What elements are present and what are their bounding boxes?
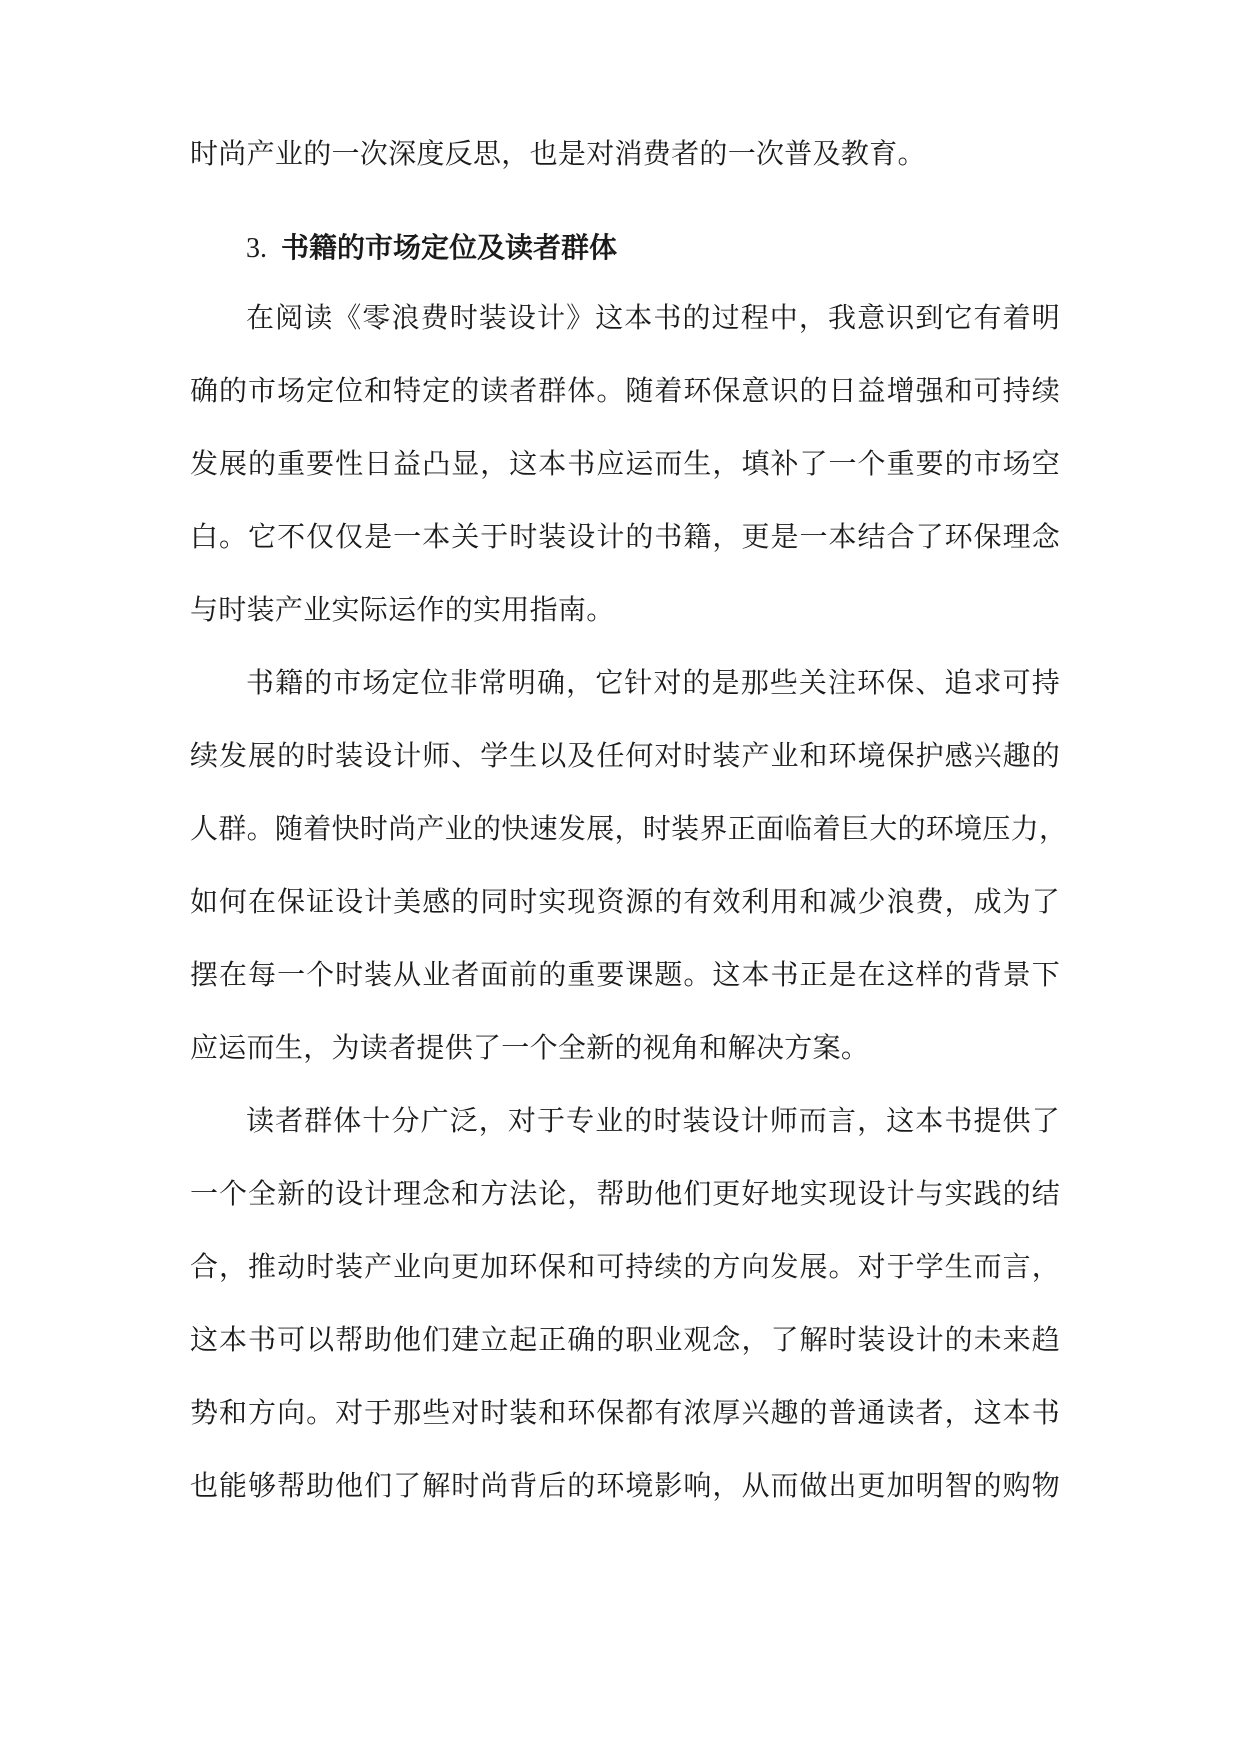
paragraph-2-line-2: 续发展的时装设计师、学生以及任何对时装产业和环境保护感兴趣的: [190, 739, 1060, 772]
section-title: 书籍的市场定位及读者群体: [281, 231, 618, 264]
paragraph-1-line-4: 白。它不仅仅是一本关于时装设计的书籍，更是一本结合了环保理念: [190, 520, 1060, 553]
paragraph-2-line-4: 如何在保证设计美感的同时实现资源的有效利用和减少浪费，成为了: [190, 885, 1060, 918]
paragraph-3-line-1: 读者群体十分广泛，对于专业的时装设计师而言，这本书提供了: [246, 1104, 1060, 1137]
paragraph-3-line-5: 势和方向。对于那些对时装和环保都有浓厚兴趣的普通读者，这本书: [190, 1396, 1060, 1429]
paragraph-1-line-5: 与时装产业实际运作的实用指南。: [190, 593, 615, 626]
paragraph-1-line-3: 发展的重要性日益凸显，这本书应运而生，填补了一个重要的市场空: [190, 447, 1060, 480]
section-heading: [246, 228, 617, 269]
section-number: 3.: [246, 233, 267, 264]
paragraph-2-line-6: 应运而生，为读者提供了一个全新的视角和解决方案。: [190, 1031, 870, 1064]
intro-line: 时尚产业的一次深度反思，也是对消费者的一次普及教育。: [190, 137, 926, 170]
paragraph-3-line-6: 也能够帮助他们了解时尚背后的环境影响，从而做出更加明智的购物: [190, 1469, 1060, 1502]
paragraph-3-line-3: 合，推动时装产业向更加环保和可持续的方向发展。对于学生而言，: [190, 1250, 1060, 1283]
paragraph-2-line-5: 摆在每一个时装从业者面前的重要课题。这本书正是在这样的背景下: [190, 958, 1060, 991]
paragraph-2-line-1: 书籍的市场定位非常明确，它针对的是那些关注环保、追求可持: [246, 666, 1060, 699]
paragraph-3-line-2: 一个全新的设计理念和方法论，帮助他们更好地实现设计与实践的结: [190, 1177, 1060, 1210]
paragraph-1-line-2: 确的市场定位和特定的读者群体。随着环保意识的日益增强和可持续: [190, 374, 1060, 407]
paragraph-3-line-4: 这本书可以帮助他们建立起正确的职业观念，了解时装设计的未来趋: [190, 1323, 1060, 1356]
paragraph-2-line-3: 人群。随着快时尚产业的快速发展，时装界正面临着巨大的环境压力，: [190, 812, 1068, 845]
paragraph-1-line-1: 在阅读《零浪费时装设计》这本书的过程中，我意识到它有着明: [246, 301, 1060, 334]
